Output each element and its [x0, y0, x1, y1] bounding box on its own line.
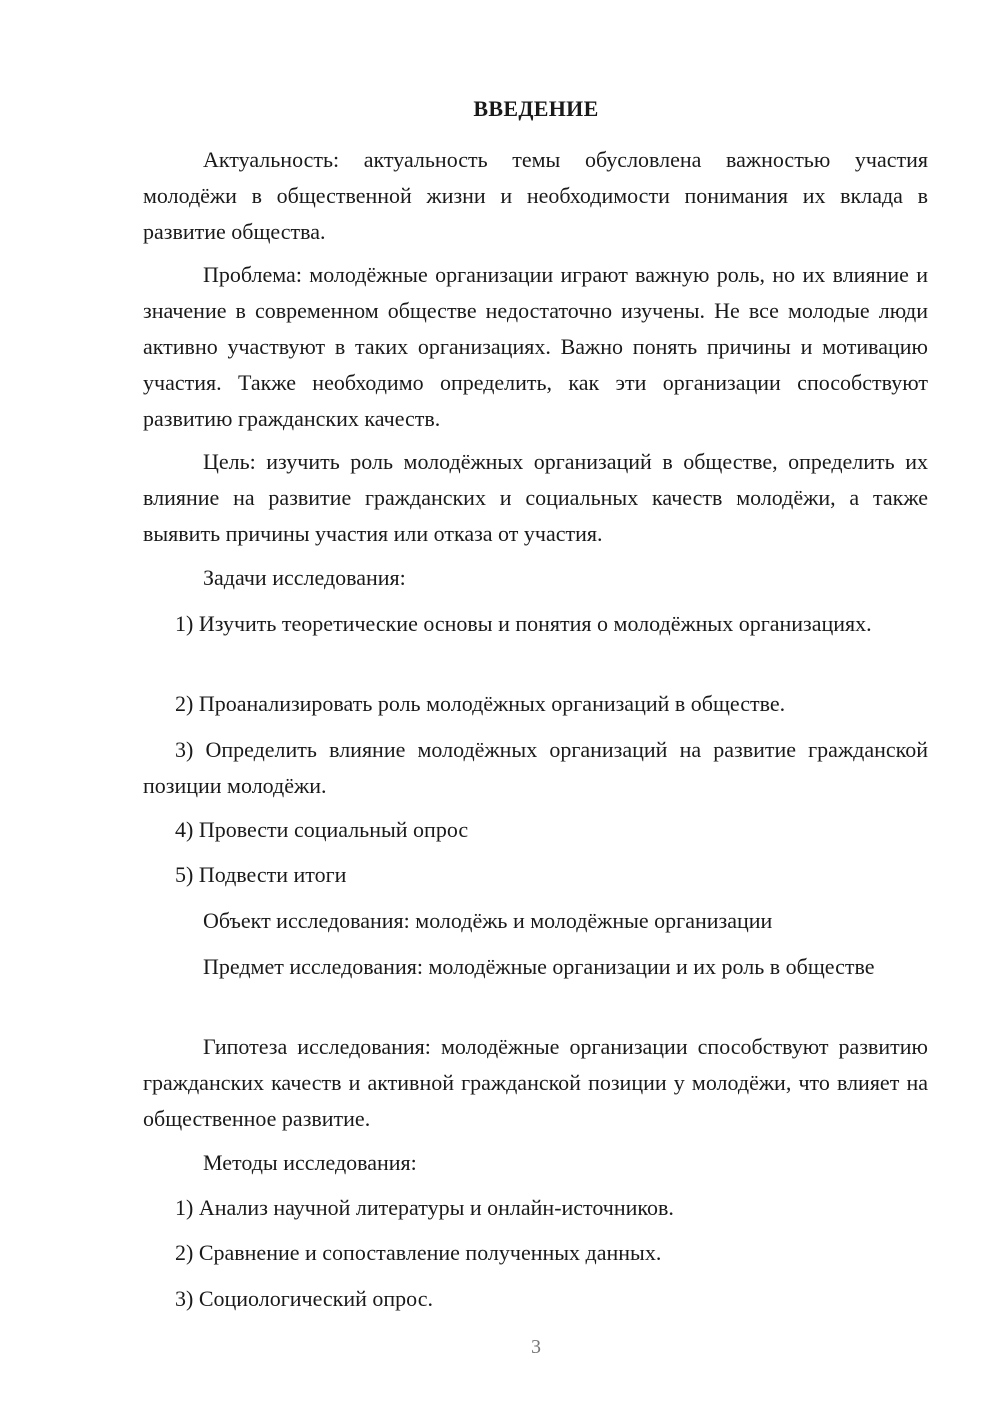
task-item-1: 1) Изучить теоретические основы и понятия о молодёжных организациях.	[175, 611, 872, 636]
object-paragraph: Объект исследования: молодёжь и молодёжные организации	[203, 908, 773, 933]
relevance-paragraph: Актуальность: актуальность темы обусловлена важностью участия молодёжи в общественной жизни и необходимости понимания их вклада в развитие общества.	[143, 147, 928, 244]
task-item-5: 5) Подвести итоги	[175, 862, 347, 887]
page-number: 3	[531, 1336, 541, 1358]
tasks-heading: Задачи исследования:	[203, 565, 406, 590]
task-item-3: 3) Определить влияние молодёжных организаций на развитие гражданской позиции молодёжи.	[143, 737, 928, 798]
method-item-3: 3) Социологический опрос.	[175, 1286, 433, 1311]
subject-paragraph: Предмет исследования: молодёжные организации и их роль в обществе	[203, 954, 875, 979]
problem-paragraph: Проблема: молодёжные организации играют важную роль, но их влияние и значение в современном обществе недостаточно изучены. Не все молодые люди активно участвуют в таких организациях. Важно понять причины и мотивацию участия. Также необходимо определить, как эти организации способствуют развитию гражданских качеств.	[143, 262, 928, 431]
methods-heading: Методы исследования:	[203, 1150, 417, 1175]
task-item-2: 2) Проанализировать роль молодёжных организаций в обществе.	[175, 691, 786, 716]
section-title: ВВЕДЕНИЕ	[473, 96, 599, 121]
hypothesis-paragraph: Гипотеза исследования: молодёжные организации способствуют развитию гражданских качеств и активной гражданской позиции у молодёжи, что влияет на общественное развитие.	[143, 1034, 928, 1131]
task-item-4: 4) Провести социальный опрос	[175, 817, 469, 842]
method-item-2: 2) Сравнение и сопоставление полученных данных.	[175, 1240, 662, 1265]
goal-paragraph: Цель: изучить роль молодёжных организаций в обществе, определить их влияние на развитие гражданских и социальных качеств молодёжи, а также выявить причины участия или отказа от участия.	[143, 449, 928, 546]
method-item-1: 1) Анализ научной литературы и онлайн-источников.	[175, 1195, 674, 1220]
